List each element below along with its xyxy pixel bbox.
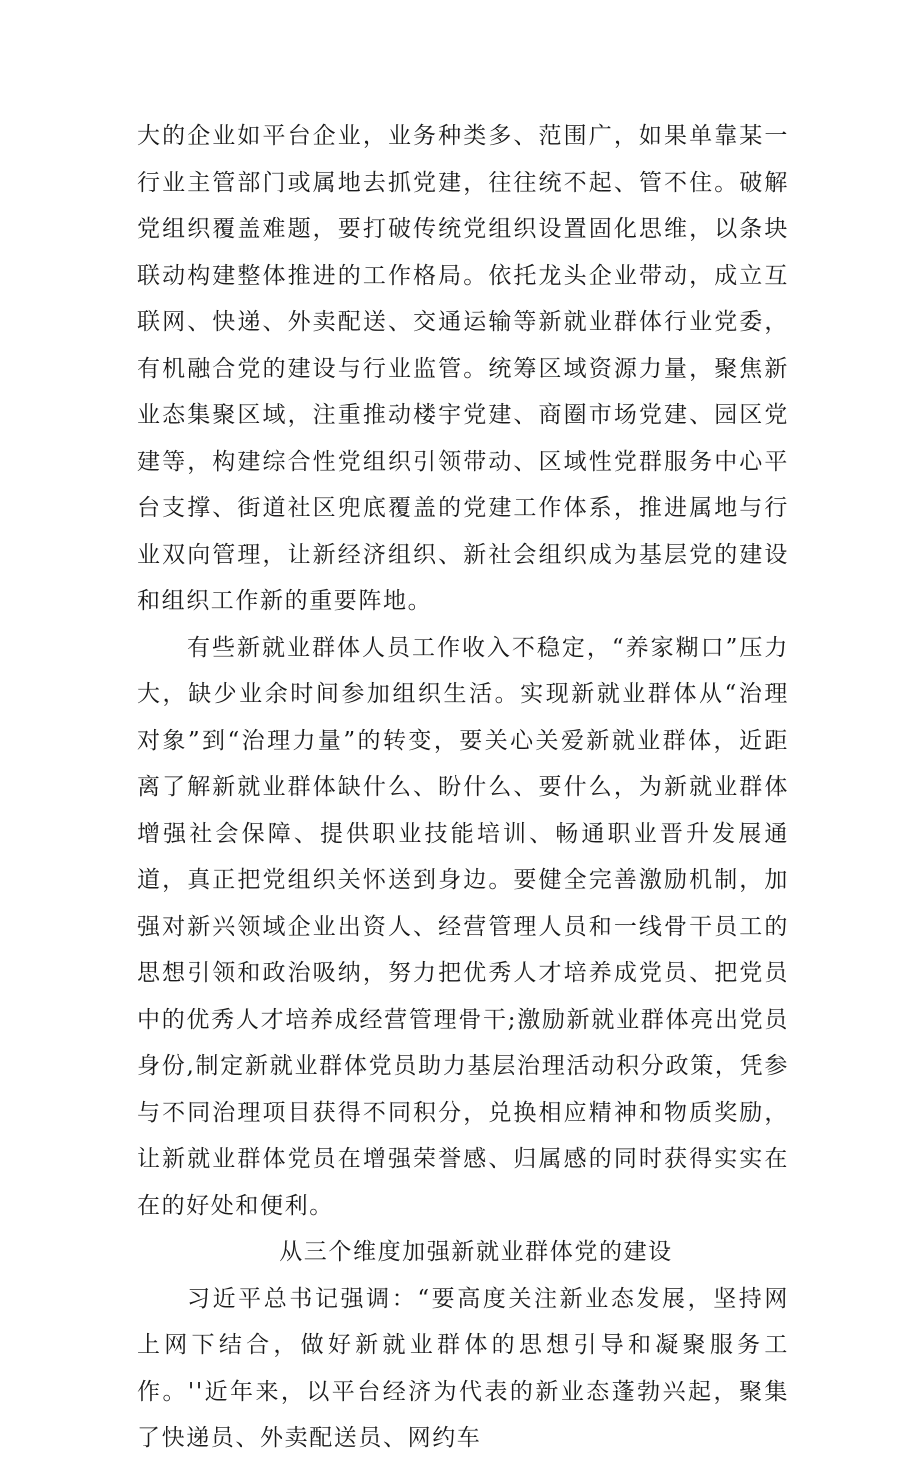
paragraph-new-employment-care: 有些新就业群体人员工作收入不稳定，“养家糊口”压力大，缺少业余时间参加组织生活。实现新就业群体从“治理对象”到“治理力量”的转变，要关心关爱新就业群体，近距离了解新就业群体缺什么、盼什么、要什么，为新就业群体增强社会保障、提供职业技能培训、畅通职业晋升发展通道，真正把党组织关怀送到身边。要健全完善激励机制，加强对新兴领域企业出资人、经营管理人员和一线骨干员工的思想引领和政治吸纳，努力把优秀人才培养成党员、把党员中的优秀人才培养成经营管理骨干;激励新就业群体亮出党员身份,制定新就业群体党员助力基层治理活动积分政策，凭参与不同治理项目获得不同积分，兑换相应精神和物质奖励，让新就业群体党员在增强荣誉感、归属感的同时获得实实在在的好处和便利。: [137, 634, 789, 1219]
document-body: [137, 113, 789, 1462]
paragraph-party-coverage: 大的企业如平台企业，业务种类多、范围广，如果单靠某一行业主管部门或属地去抓党建，往往统不起、管不住。破解党组织覆盖难题，要打破传统党组织设置固化思维，以条块联动构建整体推进的工作格局。依托龙头企业带动，成立互联网、快递、外卖配送、交通运输等新就业群体行业党委，有机融合党的建设与行业监管。统筹区域资源力量，聚焦新业态集聚区域，注重推动楼宇党建、商圈市场党建、园区党建等，构建综合性党组织引领带动、区域性党群服务中心平台支撑、街道社区兜底覆盖的党建工作体系，推进属地与行业双向管理，让新经济组织、新社会组织成为基层党的建设和组织工作新的重要阵地。: [137, 123, 789, 614]
section-heading: 从三个维度加强新就业群体党的建设: [279, 1239, 673, 1265]
paragraph-xi-quote: 习近平总书记强调：“要高度关注新业态发展，坚持网上网下结合，做好新就业群体的思想引导和凝聚服务工作。''近年来，以平台经济为代表的新业态蓬勃兴起，聚集了快递员、外卖配送员、网约车: [137, 1285, 789, 1451]
